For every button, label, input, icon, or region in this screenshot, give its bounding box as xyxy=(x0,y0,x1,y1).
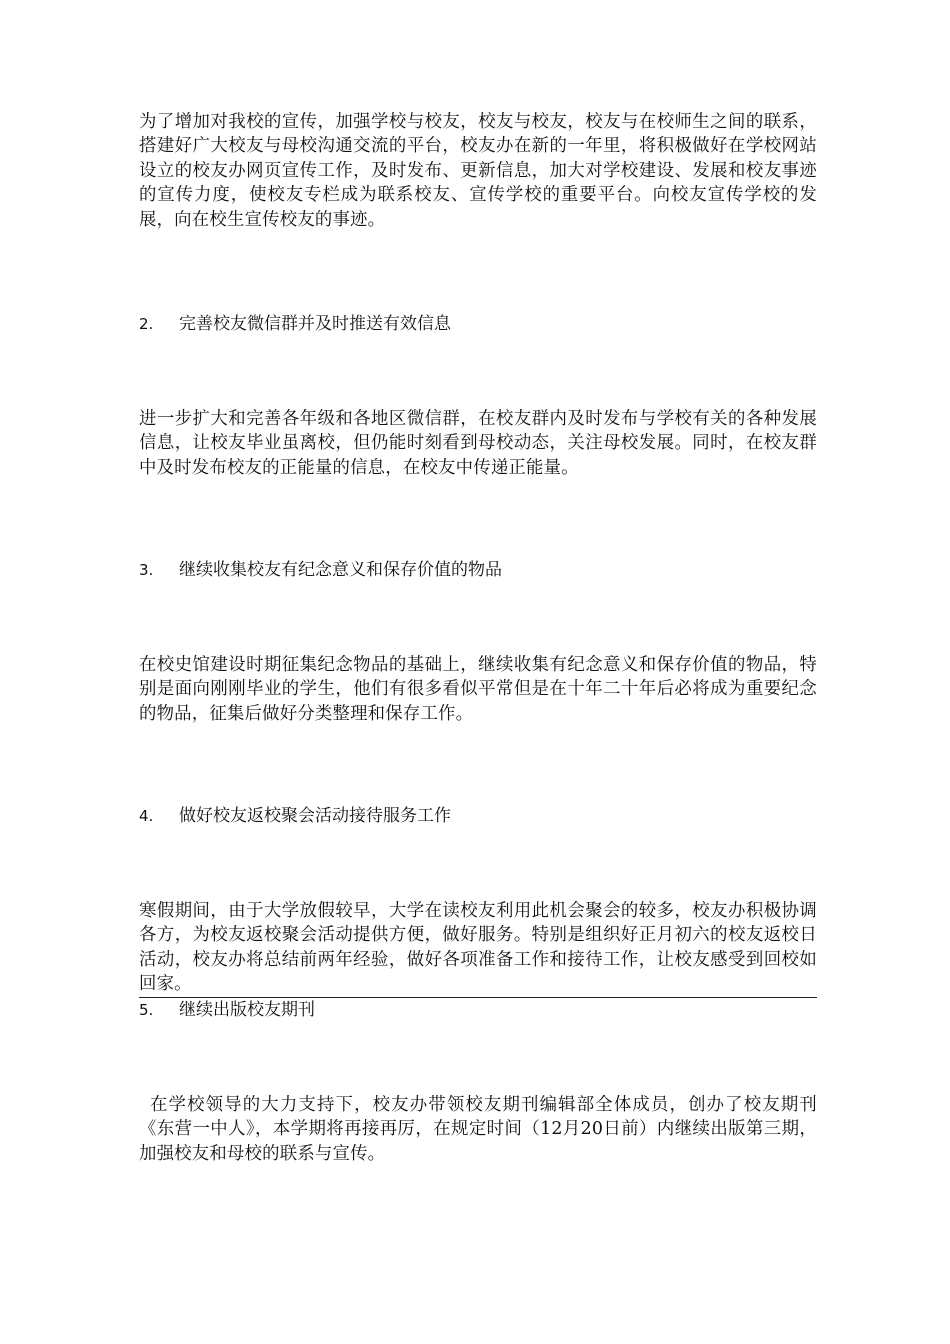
section-title: 继续收集校友有纪念意义和保存价值的物品 xyxy=(179,560,502,580)
section-heading-2 xyxy=(139,312,817,336)
section-heading-5 xyxy=(139,998,817,1022)
section-heading-3 xyxy=(139,558,817,582)
paragraph-website-promotion: 为了增加对我校的宣传，加强学校与校友，校友与校友，校友与在校师生之间的联系，搭建好广大校友与母校沟通交流的平台，校友办在新的一年里，将积极做好在学校网站设立的校友办网页宣传工作，及时发布、更新信息，加大对学校建设、发展和校友事迹的宣传力度，使校友专栏成为联系校友、宣传学校的重要平台。向校友宣传学校的发展，向在校生宣传校友的事迹。 xyxy=(139,112,817,230)
paragraph-memorabilia: 在校史馆建设时期征集纪念物品的基础上，继续收集有纪念意义和保存价值的物品，特别是面向刚刚毕业的学生，他们有很多看似平常但是在十年二十年后必将成为重要纪念的物品，征集后做好分类整理和保存工作。 xyxy=(139,655,817,724)
section-title: 做好校友返校聚会活动接待服务工作 xyxy=(179,806,451,826)
section-title: 继续出版校友期刊 xyxy=(179,1000,315,1020)
paragraph-alumni-journal xyxy=(139,1093,817,1166)
section-number: 2. xyxy=(139,315,154,333)
paragraph-alumni-journal-text: 在学校领导的大力支持下，校友办带领校友期刊编辑部全体成员，创办了校友期刊《东营一中人》，本学期将再接再厉，在规定时间（12月20日前）内继续出版第三期，加强校友和母校的联系与宣传。 xyxy=(139,1095,817,1164)
section-title: 完善校友微信群并及时推送有效信息 xyxy=(179,314,451,334)
paragraph-reunion-service: 寒假期间，由于大学放假较早，大学在读校友利用此机会聚会的较多，校友办积极协调各方，为校友返校聚会活动提供方便，做好服务。特别是组织好正月初六的校友返校日活动，校友办将总结前两年经验，做好各项准备工作和接待工作，让校友感受到回校如回家。 xyxy=(139,901,817,995)
section-number: 4. xyxy=(139,807,154,825)
section-heading-4 xyxy=(139,804,817,828)
section-number: 5. xyxy=(139,1001,154,1019)
paragraph-wechat-groups: 进一步扩大和完善各年级和各地区微信群，在校友群内及时发布与学校有关的各种发展信息，让校友毕业虽离校，但仍能时刻看到母校动态，关注母校发展。同时，在校友群中及时发布校友的正能量的信息，在校友中传递正能量。 xyxy=(139,409,817,478)
section-number: 3. xyxy=(139,561,154,579)
